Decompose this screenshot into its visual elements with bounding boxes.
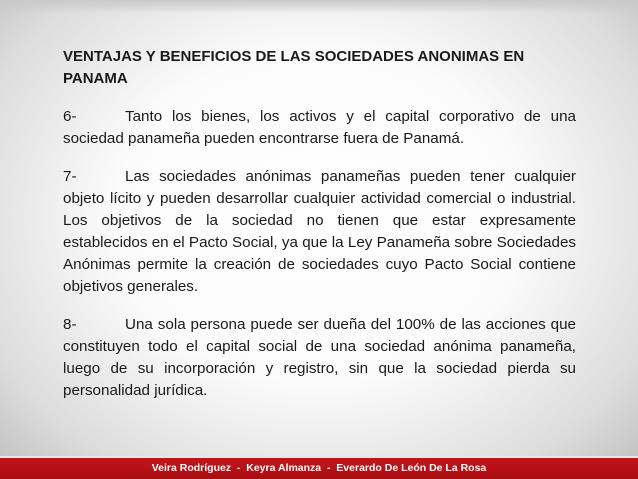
top-shadow-band: [0, 0, 638, 14]
footer-authors: Veira Rodríguez - Keyra Almanza - Everardo De León De La Rosa: [151, 462, 487, 474]
list-item: [63, 106, 576, 150]
item-number: 6-: [63, 108, 77, 125]
item-number: 7-: [63, 168, 77, 185]
item-text: Las sociedades anónimas panameñas pueden tener cualquier objeto lícito y pueden desarrollar cualquier actividad comercial o industrial. Los objetivos de la sociedad no tienen que estar expresamente establecidos en el Pacto Social, ya que la Ley Panameña sobre Sociedades Anónimas permite la creación de sociedades cuyo Pacto Social contiene objetivos generales.: [63, 168, 576, 295]
item-text: Tanto los bienes, los activos y el capital corporativo de una sociedad panameña pueden encontrarse fuera de Panamá.: [63, 108, 576, 147]
item-number: 8-: [63, 316, 77, 333]
slide-title: VENTAJAS Y BENEFICIOS DE LAS SOCIEDADES ANONIMAS EN PANAMA: [63, 48, 525, 87]
footer-bar: [0, 456, 638, 479]
list-item: [63, 314, 576, 402]
list-item: [63, 166, 576, 298]
slide-content: [63, 46, 576, 418]
item-text: Una sola persona puede ser dueña del 100% de las acciones que constituyen todo el capital social de una sociedad anónima panameña, luego de su incorporación y registro, sin que la sociedad pierda su personalidad jurídica.: [63, 316, 576, 399]
